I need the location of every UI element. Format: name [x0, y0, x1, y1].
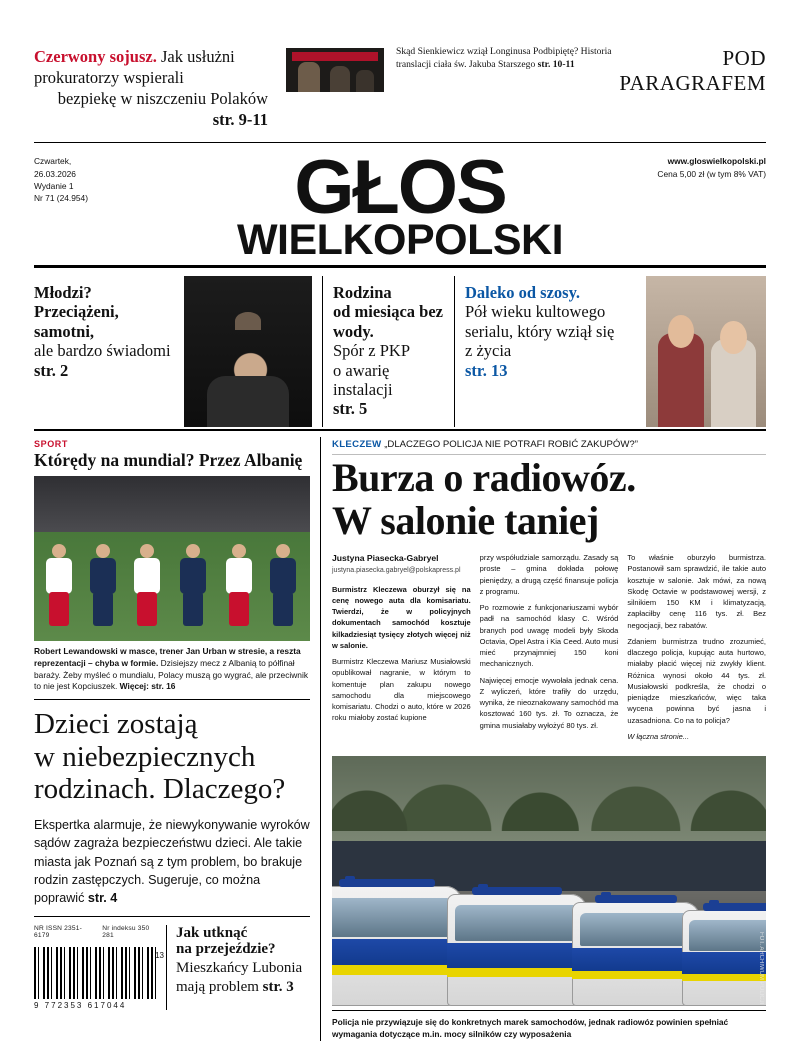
teaser-szosy[interactable]	[454, 276, 646, 427]
sport-caption-more[interactable]: Więcej: str. 16	[119, 681, 176, 692]
left-lead-line2: w niebezpiecznych	[34, 740, 256, 773]
author-name: Justyna Piasecka-Gabryel	[332, 553, 439, 564]
sport-caption-bold: Robert Lewandowski w masce, trener Jan Urban w stresie, a reszta reprezentacji – chyba w formie.	[34, 645, 301, 668]
masthead-date: 26.03.2026	[34, 168, 76, 179]
sport-section-label: SPORT	[34, 439, 69, 450]
teaser-mlodzi-line3: samotni,	[34, 321, 95, 341]
story-c2-p2: Po rozmowie z funkcjonariuszami wybór padł na samochód klasy C. Wśród branych pod uwagę modeli były Skoda Octavia, Opel Astra i Kia Ceed. Auto musi mieć przynajmniej 150 koni mechanicznych.	[479, 603, 619, 669]
right-column	[320, 437, 766, 1040]
promo-brand-line2: PARAGRAFEM	[619, 71, 766, 95]
author-email[interactable]: justyna.piasecka.gabryel@polskapress.pl	[332, 567, 461, 575]
photo-credit: FOT. ARCHIWUM POLICJI	[758, 931, 764, 1005]
left-lead-line3: rodzinach. Dlaczego?	[34, 773, 286, 806]
index-text: Nr indeksu 350 281	[102, 924, 150, 939]
footer-teaser-head2: na przejeździe?	[176, 941, 276, 958]
sport-photo	[34, 476, 310, 641]
main-story-kicker	[332, 437, 766, 454]
teaser-rodzina-head2: od miesiąca bez	[333, 302, 443, 322]
kicker-quote: „DLACZEGO POLICJA NIE POTRAFI ROBIĆ ZAKUPÓW?”	[384, 439, 638, 451]
barcode-side-number: 13	[155, 950, 164, 960]
masthead-edition: Wydanie 1	[34, 180, 74, 191]
masthead-website[interactable]: www.gloswielkopolski.pl	[667, 156, 766, 167]
teaser-mlodzi-page: str. 2	[34, 360, 69, 380]
story-c1-p1: Burmistrz Kleczewa oburzył się na cenę nowego auta dla komisariatu. Twierdzi, że w policyjnych dokumentach samochód kosztuje kilkadziesiąt tysięcy złotych więcej niż w salonie.	[332, 584, 471, 650]
footer-teaser-head1: Jak utknąć	[176, 924, 248, 941]
issn-text: NR ISSN 2351-6179	[34, 924, 83, 939]
promo-mid-text: Skąd Sienkiewicz wziął Longinusa Podbipiętę? Historia translacji ciała św. Jakuba Starszego	[396, 46, 612, 70]
story-c1-p2: Burmistrz Kleczewa Mariusz Musiałowski opublikował nagranie, w którym to komentuje plan zakupu nowego samochodu dla miejscowego komisariatu. Chodzi o auto, które w 2026 roku miałoby zostać kupione	[332, 657, 471, 723]
kicker-place: KLECZEW	[332, 439, 382, 451]
teaser-portrait-photo	[184, 276, 312, 427]
sport-caption-rest: Dzisiejszy mecz z Albanią to półfinał baraży. Żeby myśleć o mundialu, Polacy muszą go wygrać, ale przeciwnik to nie jest Kopciuszek.	[34, 657, 309, 692]
promo-brand	[616, 46, 766, 130]
story-column-3	[627, 552, 766, 747]
left-lead-line1: Dzieci zostają	[34, 708, 198, 741]
teaser-szosy-head: Daleko od szosy.	[465, 282, 581, 302]
left-lead-lede-text: Ekspertka alarmuje, że niewykonywanie wyroków sądów zagraża bezpieczeństwu dzieci. Ale takie miasta jak Poznań są z tym problem, bo brakuje rodzin zastępczych. Sugeruje, co można poprawić	[34, 817, 310, 906]
promo-main-text	[34, 46, 286, 130]
teaser-serial-photo	[646, 276, 766, 427]
teaser-rodzina[interactable]	[322, 276, 454, 427]
sport-headline[interactable]: Którędy na mundial? Przez Albanię	[34, 450, 303, 471]
masthead-issue-number: Nr 71 (24.954)	[34, 193, 88, 203]
teaser-mlodzi-line1: Młodzi?	[34, 282, 92, 302]
promo-photo	[286, 48, 384, 92]
footer-teaser-box[interactable]	[166, 925, 310, 1010]
teaser-szosy-text3: z życia	[465, 341, 512, 361]
footer-teaser-text2-inner: mają problem	[176, 979, 259, 996]
story-c3-p1: To właśnie oburzyło burmistrza. Postanowił sam sprawdzić, ile takie auto kosztuje w salonie. Jak mówi, za nową Skodę Octavie w podstawowej wersji, z silnikiem 150 KM i klimatyzacją, zapłaciłby cenę 116 tys. zł. Bez negocjacji, bez rabatów.	[627, 553, 767, 630]
story-column-1	[332, 552, 471, 747]
masthead-price: Cena 5,00 zł (w tym 8% VAT)	[657, 168, 766, 179]
story-c3-p2: Zdaniem burmistrza trudno zrozumieć, dlaczego policja, kupując auta hurtowo, miałaby płacić więcej niż zwykły klient. Różnica wynosi około 44 tys. zł. Musiałowski podkreśla, że chodzi o pieniądze mieszkańców, więc taka wycena powinna być jasna i uzasadniona. Co na to policja?	[627, 636, 767, 725]
promo-line2-page: str. 9-11	[212, 110, 268, 130]
teaser-szosy-text2: serialu, który wziął się	[465, 321, 615, 341]
teaser-rodzina-page: str. 5	[333, 399, 368, 419]
promo-brand-line1: POD	[722, 46, 766, 70]
teaser-rodzina-head3: wody.	[333, 321, 374, 341]
barcode-digits: 9 772353 617044	[34, 1000, 127, 1010]
footer-teaser-text2	[176, 979, 310, 996]
logo-glos: GŁOS	[294, 145, 506, 231]
main-content	[34, 437, 766, 1040]
barcode-block	[34, 925, 166, 1010]
story-c3-p3: W łączna stronie...	[627, 731, 690, 741]
promo-line-2	[34, 88, 272, 130]
promo-secondary-text	[384, 46, 616, 130]
teaser-rodzina-text2: o awarię instalacji	[333, 360, 393, 399]
story-c2-p1: przy współudziale samorządu. Zasady są proste – gmina dokłada połowę pieniędzy, a drugą część finansuje policja z programu.	[479, 553, 619, 596]
teaser-rodzina-text1: Spór z PKP	[333, 341, 411, 361]
sport-photo-caption	[34, 641, 310, 700]
left-lead-lede	[34, 816, 310, 908]
teaser-szosy-text1: Pół wieku kultowego	[465, 302, 606, 322]
footer-teaser-text1: Mieszkańcy Lubonia	[176, 960, 303, 977]
masthead	[34, 143, 766, 265]
teaser-szosy-page: str. 13	[465, 360, 508, 380]
teaser-rodzina-head1: Rodzina	[333, 282, 392, 302]
teaser-mlodzi[interactable]	[34, 276, 184, 427]
main-headline-line2: W salonie taniej	[332, 497, 599, 543]
footer-teaser-page: str. 3	[262, 979, 294, 996]
newspaper-logo	[34, 145, 766, 264]
promo-line-1	[34, 46, 272, 88]
promo-lead-red: Czerwony sojusz.	[34, 47, 157, 66]
logo-wielkopolski: WIELKOPOLSKI	[236, 215, 564, 264]
left-lead-page: str. 4	[87, 891, 118, 906]
main-photo-caption: Policja nie przywiązuje się do konkretnych marek samochodów, jednak radiowóz powinien spełniać wymagania dotyczące m.in. mocy silników czy wyposażenia	[332, 1017, 729, 1040]
main-headline-line1: Burza o radiowóz.	[332, 455, 636, 501]
left-lead-story[interactable]	[34, 700, 310, 909]
teaser-mlodzi-line2: Przeciążeni,	[34, 302, 119, 322]
promo-line2-text: bezpiekę w niszczeniu Polaków	[57, 89, 268, 109]
teaser-row	[34, 276, 766, 427]
main-story-columns	[332, 552, 766, 747]
barcode-image	[34, 947, 156, 999]
left-column	[34, 437, 320, 1040]
top-promo-strip	[34, 0, 766, 130]
promo-mid-page: str. 10-11	[537, 58, 575, 70]
main-headline[interactable]	[332, 457, 766, 542]
masthead-day: Czwartek,	[34, 156, 72, 167]
story-column-2	[480, 552, 619, 747]
teaser-mlodzi-line4: ale bardzo świadomi	[34, 341, 171, 361]
left-footer-row	[34, 925, 310, 1010]
story-c2-p3: Najwięcej emocje wywołała jednak cena. Z wyliczeń, które trafiły do urzędu, wynika, że nieoznakowany samochód ma kosztować 160 tys. zł. To oznacza, że gmina musiałaby wyłożyć 80 tys. zł.	[479, 675, 619, 730]
promo-lead-rest: Jak usłużni prokuratorzy wspierali	[34, 47, 235, 88]
